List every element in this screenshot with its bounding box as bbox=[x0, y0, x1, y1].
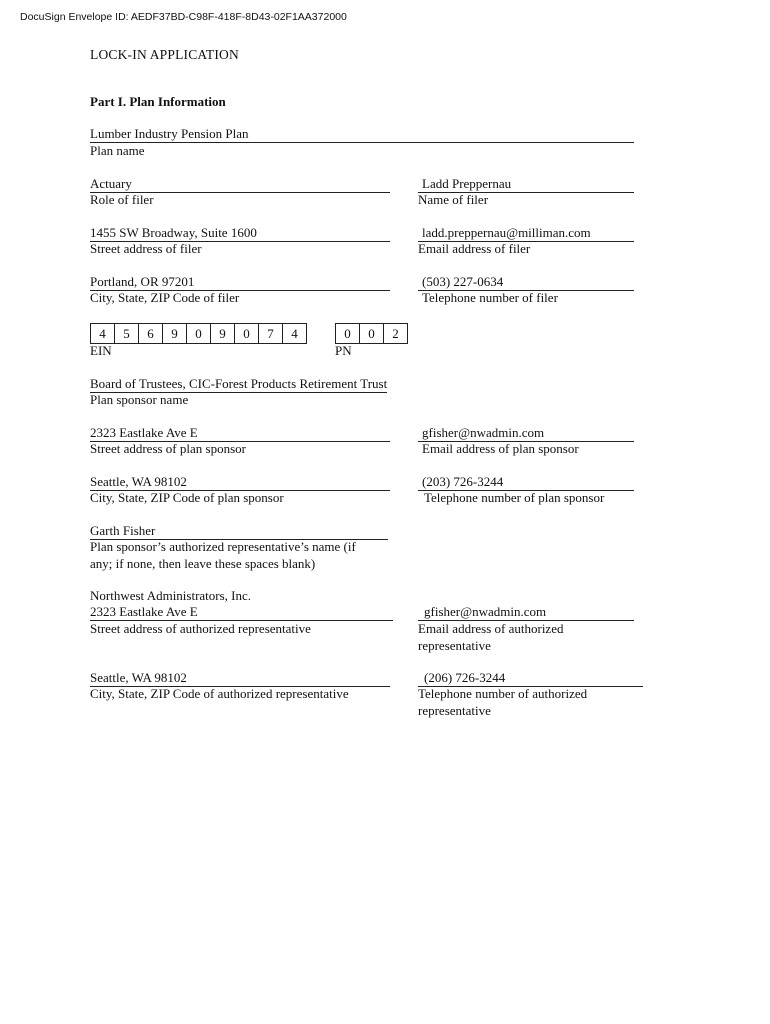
filer-phone-label: Telephone number of filer bbox=[422, 290, 558, 305]
rep-name-label-line1: Plan sponsor’s authorized representative’s name (if bbox=[90, 539, 356, 554]
ein-label: EIN bbox=[90, 343, 112, 358]
ein-digit: 4 bbox=[282, 323, 307, 344]
role-of-filer-label: Role of filer bbox=[90, 192, 154, 207]
sponsor-city-label: City, State, ZIP Code of plan sponsor bbox=[90, 490, 284, 505]
rep-street-field: 2323 Eastlake Ave E bbox=[90, 604, 393, 621]
rep-street-label: Street address of authorized representative bbox=[90, 621, 311, 636]
sponsor-email-field: gfisher@nwadmin.com bbox=[418, 425, 634, 442]
rep-name-label-line2: any; if none, then leave these spaces blank) bbox=[90, 556, 316, 571]
ein-boxes bbox=[90, 323, 307, 344]
sponsor-street-field: 2323 Eastlake Ave E bbox=[90, 425, 390, 442]
rep-email-label-line2: representative bbox=[418, 638, 491, 653]
sponsor-street-label: Street address of plan sponsor bbox=[90, 441, 246, 456]
name-of-filer-field: Ladd Preppernau bbox=[418, 176, 634, 193]
role-of-filer-field: Actuary bbox=[90, 176, 390, 193]
sponsor-name-label: Plan sponsor name bbox=[90, 392, 189, 407]
ein-digit: 9 bbox=[210, 323, 235, 344]
filer-email-label: Email address of filer bbox=[418, 241, 531, 256]
ein-digit: 4 bbox=[90, 323, 115, 344]
sponsor-phone-field: (203) 726-3244 bbox=[418, 474, 634, 491]
rep-email-field: gfisher@nwadmin.com bbox=[418, 604, 634, 621]
sponsor-email-label: Email address of plan sponsor bbox=[422, 441, 579, 456]
plan-name-field: Lumber Industry Pension Plan bbox=[90, 126, 634, 143]
pn-digit: 0 bbox=[359, 323, 384, 344]
name-of-filer-label: Name of filer bbox=[418, 192, 489, 207]
filer-street-field: 1455 SW Broadway, Suite 1600 bbox=[90, 225, 390, 242]
pn-boxes bbox=[335, 323, 408, 344]
rep-city-field: Seattle, WA 98102 bbox=[90, 670, 390, 687]
filer-email-field: ladd.preppernau@milliman.com bbox=[418, 225, 634, 242]
ein-digit: 0 bbox=[186, 323, 211, 344]
rep-phone-label-line2: representative bbox=[418, 703, 491, 718]
ein-digit: 5 bbox=[114, 323, 139, 344]
ein-digit: 0 bbox=[234, 323, 259, 344]
sponsor-phone-label: Telephone number of plan sponsor bbox=[424, 490, 605, 505]
envelope-id: DocuSign Envelope ID: AEDF37BD-C98F-418F-8D43-02F1AA372000 bbox=[20, 11, 347, 23]
rep-phone-label-line1: Telephone number of authorized bbox=[418, 686, 588, 701]
rep-email-label-line1: Email address of authorized bbox=[418, 621, 564, 636]
rep-city-label: City, State, ZIP Code of authorized representative bbox=[90, 686, 349, 701]
form-title: LOCK-IN APPLICATION bbox=[90, 47, 239, 62]
plan-name-label: Plan name bbox=[90, 143, 145, 158]
ein-digit: 7 bbox=[258, 323, 283, 344]
pn-digit: 0 bbox=[335, 323, 360, 344]
sponsor-name-field: Board of Trustees, CIC-Forest Products Retirement Trust bbox=[90, 376, 388, 391]
pn-label: PN bbox=[335, 343, 352, 358]
pn-digit: 2 bbox=[383, 323, 408, 344]
filer-street-label: Street address of filer bbox=[90, 241, 202, 256]
part-heading: Part I. Plan Information bbox=[90, 94, 226, 109]
filer-city-label: City, State, ZIP Code of filer bbox=[90, 290, 240, 305]
rep-name-field: Garth Fisher bbox=[90, 523, 388, 540]
rep-org: Northwest Administrators, Inc. bbox=[90, 588, 252, 603]
ein-digit: 9 bbox=[162, 323, 187, 344]
rep-phone-field: (206) 726-3244 bbox=[418, 670, 643, 687]
filer-phone-field: (503) 227-0634 bbox=[418, 274, 634, 291]
ein-digit: 6 bbox=[138, 323, 163, 344]
filer-city-field: Portland, OR 97201 bbox=[90, 274, 390, 291]
sponsor-city-field: Seattle, WA 98102 bbox=[90, 474, 390, 491]
